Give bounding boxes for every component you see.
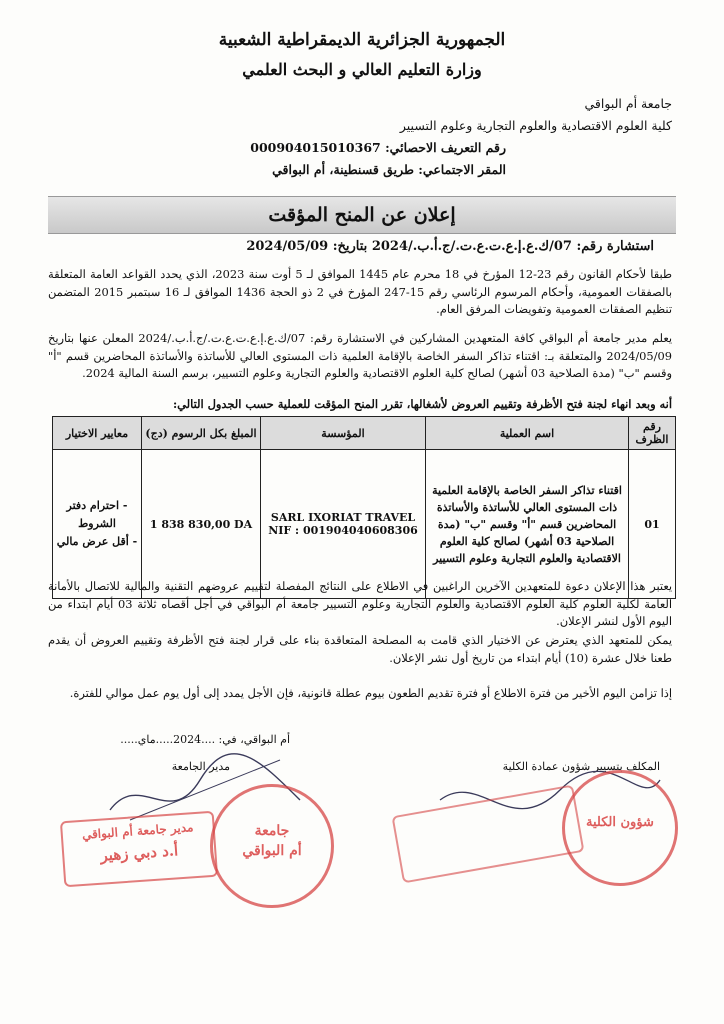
header-amount: المبلغ بكل الرسوم (دج) xyxy=(142,417,261,450)
table-header-row xyxy=(53,417,676,450)
award-table xyxy=(52,416,676,599)
decision-paragraph: أنه وبعد انهاء لجنة فتح الأظرفة وتقييم العروض لأشغالها، تقرر المنح المؤقت للعملية حسب الجدول التالي: xyxy=(172,397,672,411)
cell-envelope-number: 01 xyxy=(629,450,676,599)
cell-amount: 1 838 830,00 DA xyxy=(142,450,261,599)
header-envelope-number: رقم الظرف xyxy=(629,417,676,450)
criteria-item: - أقل عرض مالي xyxy=(56,535,138,548)
cell-institution xyxy=(261,450,426,599)
stat-id-line: رقم التعريف الاحصائي: 000904015010367 xyxy=(250,140,506,155)
table-row xyxy=(53,450,676,599)
director-stamp: مدير جامعة أم البواقي أ.د دبي زهير xyxy=(60,811,218,888)
university-line: جامعة أم البواقي xyxy=(584,96,672,111)
director-label: مدير الجامعة xyxy=(171,760,230,773)
holiday-paragraph: إذا تزامن اليوم الأخير من فترة الاطلاع أو فترة تقديم الطعون بيوم عطلة قانونية، فإن الأجل يمدد إلى أول يوم عمل موالي للفترة. xyxy=(69,686,672,700)
legal-basis-paragraph: طبقا لأحكام القانون رقم 23-12 المؤرخ في 18 محرم عام 1445 الموافق لـ 5 أوت سنة 2023، الذي يحدد القواعد العامة المتعلقة بالصفقات العمومية، وأحكام المرسوم الرئاسي رقم 15-247 المؤرخ في 2 ذو الحجة 1436 الموافق لـ 16 سبتمبر 2015 المتضمن تنظيم الصفقات العمومية وتفويضات المرفق العام. xyxy=(48,267,673,316)
notification-paragraph: يعلم مدير جامعة أم البواقي كافة المتعهدين المشاركين في الاستشارة رقم: 07/ك.ع.إ.ع.ت.ع.ت./ج.أ.ب./2024 المعلن عنها بتاريخ 2024/05/09 والمتعلقة بـ: اقتناء تذاكر السفر الخاصة بالإقامة العلمية ذات المستوى العالي للأساتذة والأساتذة المحاضرين قسم "أ" وقسم "ب" (مدة الصلاحية 03 أشهر) لصالح كلية العلوم الاقتصادية والعلوم التجارية وعلوم التسيير، برسم السنة المالية 2024. xyxy=(48,331,672,380)
header-criteria: معايير الاختيار xyxy=(53,417,142,450)
republic-heading: الجمهورية الجزائرية الديمقراطية الشعبية xyxy=(218,30,506,50)
consultation-reference: استشارة رقم: 07/ك.ع.إ.ع.ت.ع.ت./ج.أ.ب./2024 بتاريخ: 2024/05/09 xyxy=(246,239,654,254)
institution-name: SARL IXORIAT TRAVEL xyxy=(270,511,416,524)
place-date: أم البواقي، في: ....2024.....ماي..... xyxy=(120,733,290,746)
appeal-paragraph: يمكن للمتعهد الذي يعترض عن الاختيار الذي قامت به المصلحة المتعاقدة بناء على قرار لجنة فتح الأظرفة وتقييم العروض أن يقدم طعنا خلال عشرة (10) أيام ابتداء من تاريخ أول نشر الإعلان. xyxy=(48,633,672,665)
invitation-paragraph: يعتبر هذا الإعلان دعوة للمتعهدين الآخرين الراغبين في الاطلاع على النتائج المفصلة لتقييم عروضهم التقنية والمالية للاتصال بالأمانة العامة لكلية العلوم كلية العلوم الاقتصادية والعلوم التجارية وعلوم التسيير جامعة أم البواقي في أجل أقصاه ثلاثة 03 أيام ابتداء من اليوم الأول لنشر الإعلان. xyxy=(48,579,672,628)
header-operation: اسم العملية xyxy=(426,417,629,450)
university-round-stamp: جامعة أم البواقي xyxy=(210,784,334,908)
institution-nif: NIF : 001904040608306 xyxy=(268,524,418,537)
criteria-item: - احترام دفتر الشروط xyxy=(66,499,128,530)
ministry-heading: وزارة التعليم العالي و البحث العلمي xyxy=(242,60,482,79)
faculty-line: كلية العلوم الاقتصادية والعلوم التجارية وعلوم التسيير xyxy=(399,118,672,133)
address-line: المقر الاجتماعي: طريق قسنطينة، أم البواقي xyxy=(272,162,506,177)
header-institution: المؤسسة xyxy=(261,417,426,450)
dean-label: المكلف بتسيير شؤون عمادة الكلية xyxy=(502,760,660,773)
faculty-round-stamp: شؤون الكلية xyxy=(562,770,678,886)
cell-criteria xyxy=(53,450,142,599)
cell-operation: اقتناء تذاكر السفر الخاصة بالإقامة العلمية ذات المستوى العالي للأساتذة والأساتذة المحاضرين قسم "أ" وقسم "ب" (مدة الصلاحية 03 أشهر) لصالح كلية العلوم الاقتصادية والعلوم التجارية وعلوم التسيير xyxy=(426,450,629,599)
announcement-title: إعلان عن المنح المؤقت xyxy=(48,196,676,234)
